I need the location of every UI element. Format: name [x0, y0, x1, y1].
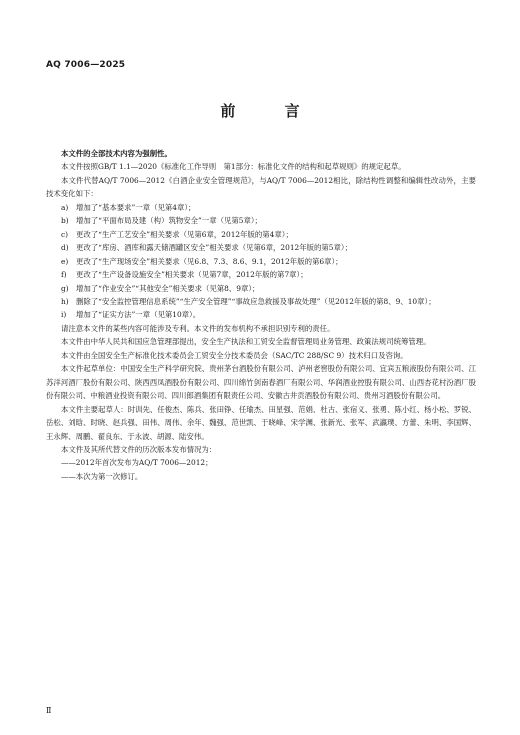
list-item-text: 更改了“库房、酒库和露天储酒罐区安全”相关要求（见第6章，2012年版的第5章）； — [76, 243, 352, 253]
list-item-text: 更改了“生产现场安全”相关要求（见6.8、7.3、8.6、9.1，2012年版的第6章）； — [76, 256, 343, 266]
list-item-text: 删除了“安全监控管理信息系统”“生产安全管理”“事故应急救援及事故处理”（见2012年版的第8、9、10章）； — [76, 296, 436, 306]
list-item-marker: f) — [61, 270, 67, 280]
proposed-by-paragraph: 本文件由中华人民共和国应急管理部提出，安全生产执法和工贸安全监督管理局业务管理、政策法规司统筹管理。 — [61, 337, 431, 347]
list-item-text: 增加了“基本要求”一章（见第4章）； — [76, 202, 196, 212]
drafting-rules-paragraph: 本文件按照GB/T 1.1—2020《标准化工作导则 第1部分：标准化文件的结构和起草规则》的规定起草。 — [61, 162, 406, 172]
list-item-marker: e) — [61, 256, 69, 266]
list-item — [46, 214, 476, 227]
list-item — [46, 268, 476, 281]
version-history-intro: 本文件及其所代替文件的历次版本发布情况为： — [61, 444, 217, 454]
replacement-paragraph: 本文件代替AQ/T 7006—2012《白酒企业安全管理规范》，与AQ/T 7006—2012相比，除结构性调整和编辑性改动外，主要技术变化如下： — [46, 175, 476, 199]
version-history-item: ——本次为第一次修订。 — [61, 471, 143, 481]
list-item-marker: c) — [61, 229, 69, 239]
list-item — [46, 308, 476, 321]
list-item-marker: b) — [61, 216, 69, 226]
list-item — [46, 241, 476, 254]
foreword-body — [46, 147, 476, 483]
standard-code: AQ 7006—2025 — [46, 60, 126, 70]
list-item-marker: i) — [61, 310, 67, 320]
drafting-units-paragraph: 本文件起草单位：中国安全生产科学研究院、贵州茅台酒股份有限公司、泸州老窖股份有限公司、宜宾五粮液股份有限公司、江苏洋河酒厂股份有限公司、陕西西凤酒股份有限公司、四川绵竹剑南春酒厂有限公司、华润酒业控股有限公司、山西杏花村汾酒厂股份有限公司、中粮酒业投资有限公司、四川郎酒集团有限责任公司、安徽古井贡酒股份有限公司、贵州习酒股份有限公司。 — [46, 364, 476, 401]
page-number: Ⅱ — [46, 706, 52, 715]
mandatory-statement: 本文件的全部技术内容为强制性。 — [61, 149, 172, 158]
list-item-text: 更改了“生产设备设施安全”相关要求（见第7章，2012年版的第7章）； — [76, 270, 308, 280]
list-item-marker: h) — [61, 296, 69, 306]
list-item-text: 增加了“证实方法”一章（见第10章）。 — [76, 310, 201, 320]
list-item — [46, 255, 476, 268]
list-item — [46, 295, 476, 308]
list-item — [46, 201, 476, 214]
centralized-by-paragraph: 本文件由全国安全生产标准化技术委员会工贸安全分技术委员会（SAC/TC 288/SC 9）技术归口及咨询。 — [61, 350, 408, 360]
list-item — [46, 282, 476, 295]
version-history-item: ——2012年首次发布为AQ/T 7006—2012； — [61, 458, 213, 468]
list-item-marker: a) — [61, 202, 69, 212]
list-item-marker: g) — [61, 283, 69, 293]
list-item-text: 更改了“生产工艺安全”相关要求（见第6章，2012年版的第4章）； — [76, 229, 293, 239]
list-item — [46, 228, 476, 241]
patent-notice: 请注意本文件的某些内容可能涉及专利。本文件的发布机构不承担识别专利的责任。 — [61, 323, 335, 333]
list-item-text: 增加了“平面布局及建（构）筑物安全”一章（见第5章）； — [76, 216, 262, 226]
list-item-text: 增加了“作业安全”“其他安全”相关要求（见第8、9章）； — [76, 283, 260, 293]
drafters-paragraph: 本文件主要起草人：时训先、任俊杰、陈兵、张田铮、任瑜杰、田星强、范娟、杜古、张宿义、张勇、陈小红、杨小松、罗锐、岳松、刘晗、时晓、赵兵强、田伟、周伟、余年、魏强、范世凯、于晓峰、宋学渊、张新光、张军、武瀛璞、方蕾、朱明、李国辉、王永辉、周鹏、翟良东、于永波、胡源、陆安伟。 — [46, 404, 476, 441]
page-title: 前 言 — [220, 102, 322, 120]
list-item-marker: d) — [61, 243, 69, 253]
changes-list — [46, 201, 476, 322]
